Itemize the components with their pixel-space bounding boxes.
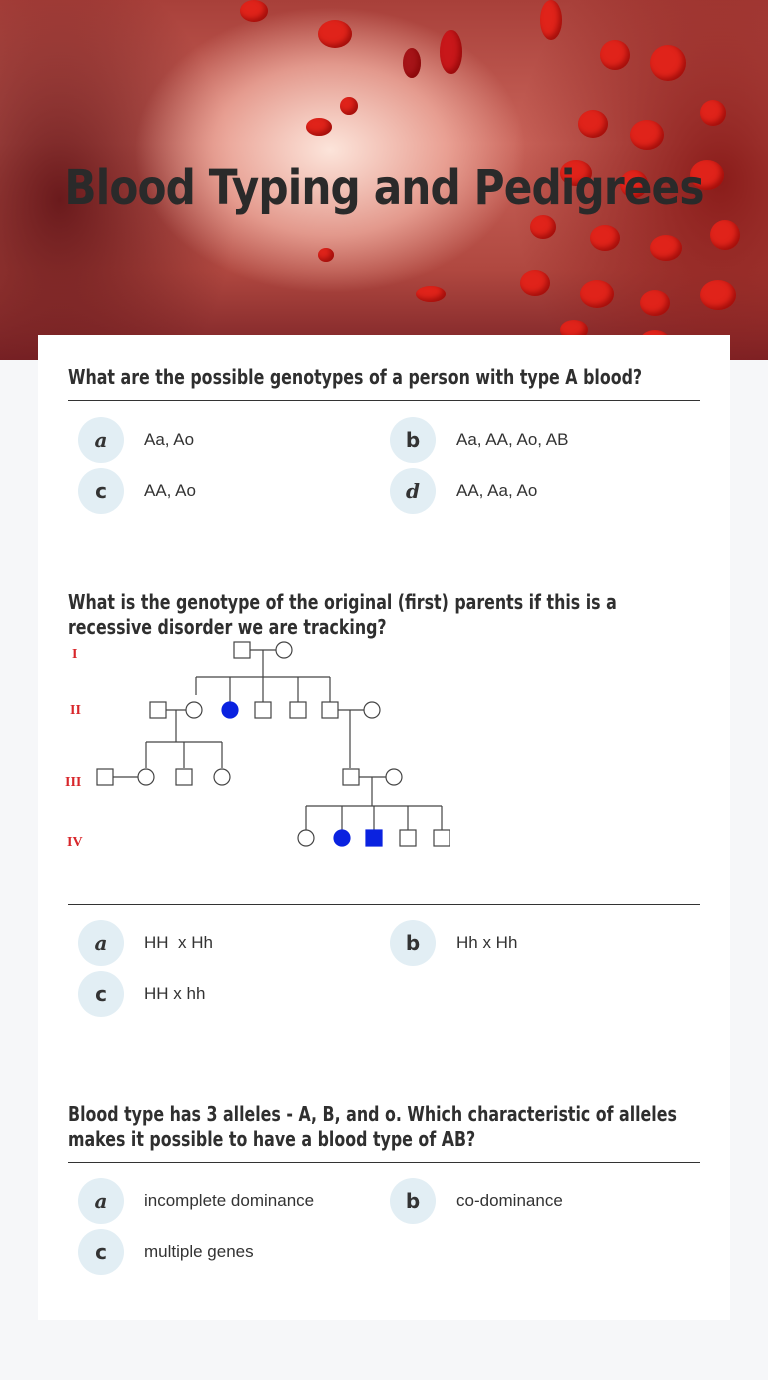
option-a[interactable] [78, 417, 194, 463]
option-b[interactable] [390, 417, 568, 463]
worksheet-card [38, 335, 730, 1320]
option-label: Aa, Ao [144, 430, 195, 449]
generation-label-1: I [72, 647, 78, 662]
male-unaffected [255, 702, 271, 718]
generation-label-2: II [70, 703, 81, 718]
male-unaffected [176, 769, 192, 785]
question-1 [68, 365, 700, 521]
option-letter-badge: b [390, 920, 436, 966]
female-unaffected [186, 702, 202, 718]
female-affected [222, 702, 238, 718]
male-unaffected [343, 769, 359, 785]
male-unaffected [322, 702, 338, 718]
male-unaffected [234, 642, 250, 658]
option-b[interactable] [390, 1178, 563, 1224]
male-unaffected [150, 702, 166, 718]
option-label: Hh x Hh [456, 933, 518, 952]
generation-label-4: IV [67, 835, 83, 850]
pedigree-chart [30, 640, 450, 900]
option-letter-badge: c [78, 1229, 124, 1275]
question-text: Blood type has 3 alleles - A, B, and o. Which characteristic of alleles makes it possible to have a blood type of AB? [68, 1102, 677, 1151]
male-affected [366, 830, 382, 846]
option-letter-badge: c [78, 468, 124, 514]
option-label: AA, Ao [144, 481, 196, 500]
option-c[interactable] [78, 971, 205, 1017]
option-b[interactable] [390, 920, 517, 966]
male-unaffected [400, 830, 416, 846]
option-c[interactable] [78, 468, 196, 514]
option-label: AA, Aa, Ao [456, 481, 538, 500]
male-unaffected [290, 702, 306, 718]
option-label: Aa, AA, Ao, AB [456, 430, 569, 449]
female-unaffected [138, 769, 154, 785]
female-unaffected [214, 769, 230, 785]
question-text: What is the genotype of the original (first) parents if this is a recessive disorder we are tracking? [68, 590, 617, 639]
option-letter-badge: a [78, 1178, 124, 1224]
option-label: co-dominance [456, 1191, 563, 1210]
male-unaffected [434, 830, 450, 846]
option-label: incomplete dominance [144, 1191, 315, 1210]
generation-label-3: III [65, 775, 82, 790]
option-letter-badge: b [390, 417, 436, 463]
question-3 [68, 1102, 700, 1283]
hero-banner [0, 0, 768, 360]
option-a[interactable] [78, 1178, 314, 1224]
female-unaffected [276, 642, 292, 658]
option-label: HH x hh [144, 984, 206, 1003]
male-unaffected [97, 769, 113, 785]
female-unaffected [364, 702, 380, 718]
option-label: HH x Hh [144, 933, 213, 952]
page-title: Blood Typing and Pedigrees [64, 160, 704, 216]
question-2 [65, 590, 700, 1025]
option-a[interactable] [78, 920, 213, 966]
option-c[interactable] [78, 1229, 254, 1275]
question-text: What are the possible genotypes of a person with type A blood? [68, 365, 643, 389]
female-affected [334, 830, 350, 846]
option-letter-badge: a [78, 920, 124, 966]
option-d[interactable] [390, 468, 537, 514]
pedigree-figure [65, 640, 700, 904]
option-letter-badge: a [78, 417, 124, 463]
option-label: multiple genes [144, 1242, 254, 1261]
option-letter-badge: c [78, 971, 124, 1017]
option-letter-badge: b [390, 1178, 436, 1224]
female-unaffected [298, 830, 314, 846]
female-unaffected [386, 769, 402, 785]
option-letter-badge: d [390, 468, 436, 514]
